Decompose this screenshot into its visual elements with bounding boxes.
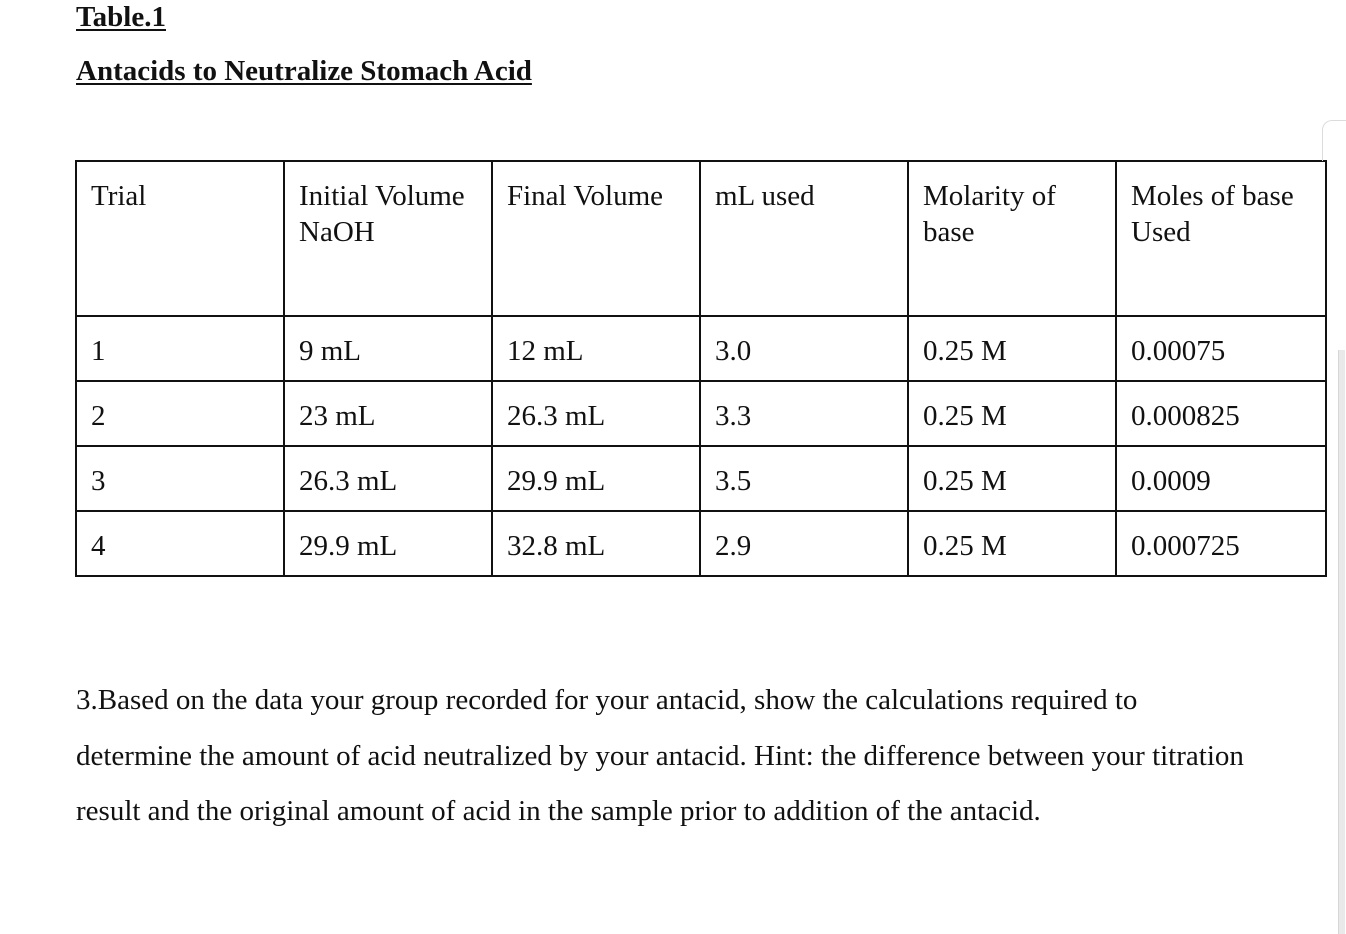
cell-initial-volume: 29.9 mL <box>284 511 492 576</box>
cell-ml-used: 3.0 <box>700 316 908 381</box>
cell-initial-volume: 23 mL <box>284 381 492 446</box>
header-molarity: Molarity of base <box>908 161 1116 316</box>
cell-ml-used: 3.3 <box>700 381 908 446</box>
cell-initial-volume: 9 mL <box>284 316 492 381</box>
scrollbar[interactable] <box>1338 350 1345 934</box>
cell-final-volume: 32.8 mL <box>492 511 700 576</box>
cell-ml-used: 3.5 <box>700 446 908 511</box>
table-row <box>76 316 1326 381</box>
header-moles-used: Moles of base Used <box>1116 161 1326 316</box>
cell-molarity: 0.25 M <box>908 381 1116 446</box>
question-paragraph: 3.Based on the data your group recorded for your antacid, show the calculations required to determine the amount of acid neutralized by your antacid. Hint: the difference between your titration result and the original amount of acid in the sample prior to addition of the antacid. <box>76 684 1244 827</box>
cell-molarity: 0.25 M <box>908 316 1116 381</box>
table-title: Table.1 <box>76 1 166 33</box>
header-trial: Trial <box>76 161 284 316</box>
cell-trial: 3 <box>76 446 284 511</box>
cell-final-volume: 26.3 mL <box>492 381 700 446</box>
header-ml-used: mL used <box>700 161 908 316</box>
cell-final-volume: 29.9 mL <box>492 446 700 511</box>
cell-trial: 1 <box>76 316 284 381</box>
antacid-data-table <box>75 160 1327 577</box>
header-final-volume: Final Volume <box>492 161 700 316</box>
table-header-row <box>76 161 1326 316</box>
table-subtitle: Antacids to Neutralize Stomach Acid <box>76 55 532 87</box>
cell-moles-used: 0.000825 <box>1116 381 1326 446</box>
table-row <box>76 511 1326 576</box>
cell-moles-used: 0.0009 <box>1116 446 1326 511</box>
cell-initial-volume: 26.3 mL <box>284 446 492 511</box>
page-corner-tab <box>1322 120 1346 161</box>
cell-moles-used: 0.000725 <box>1116 511 1326 576</box>
header-initial-volume: Initial Volume NaOH <box>284 161 492 316</box>
cell-molarity: 0.25 M <box>908 446 1116 511</box>
cell-final-volume: 12 mL <box>492 316 700 381</box>
table-row <box>76 446 1326 511</box>
cell-ml-used: 2.9 <box>700 511 908 576</box>
cell-molarity: 0.25 M <box>908 511 1116 576</box>
table-row <box>76 381 1326 446</box>
cell-moles-used: 0.00075 <box>1116 316 1326 381</box>
cell-trial: 4 <box>76 511 284 576</box>
cell-trial: 2 <box>76 381 284 446</box>
